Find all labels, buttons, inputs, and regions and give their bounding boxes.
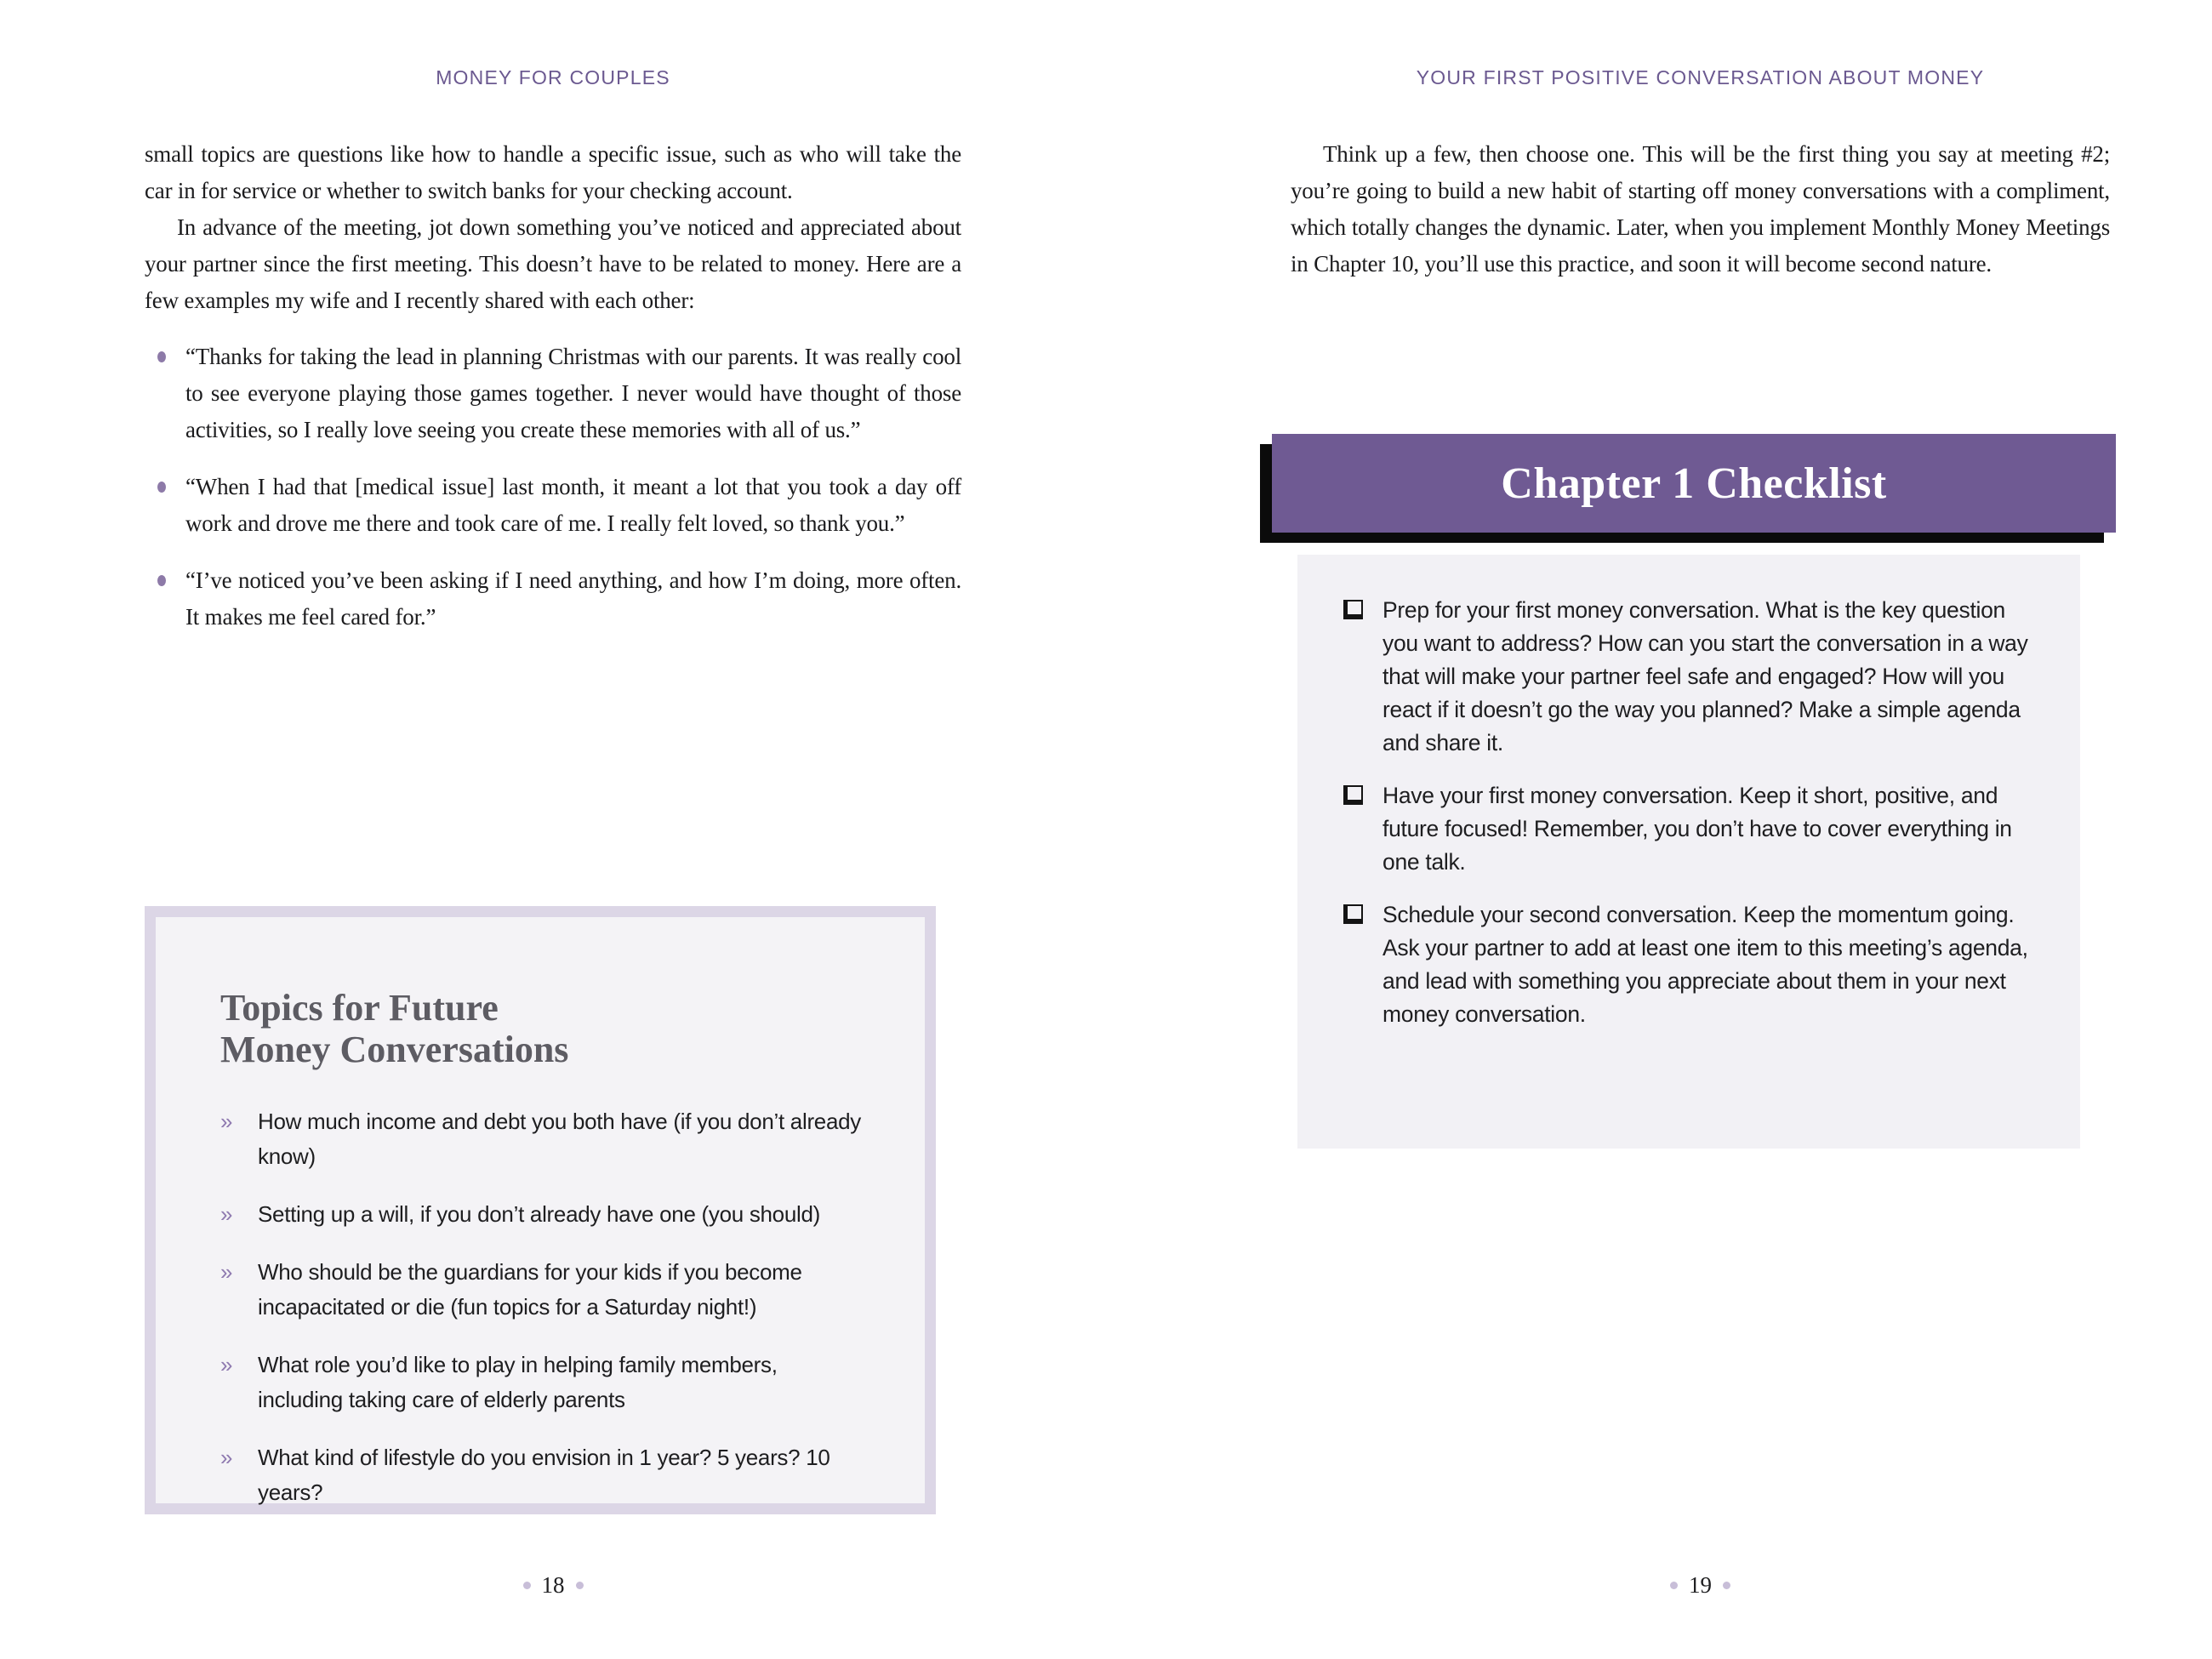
checkbox-icon	[1343, 904, 1363, 924]
page-dot-icon	[576, 1582, 584, 1589]
page-number-left	[145, 1572, 961, 1599]
paragraph: Think up a few, then choose one. This will be the first thing you say at meeting #2; you’re going to build a new habit of starting off money conversations with a compliment, which totally changes the dynamic. Later, when you implement Monthly Money Meetings in Chapter 10, you’ll use this practice, and soon it will become second nature.	[1291, 141, 2110, 276]
chevron-marker-icon: »	[220, 1445, 233, 1470]
chapter-checklist-title: Chapter 1 Checklist	[1501, 459, 1887, 508]
page-number-value: 18	[541, 1572, 565, 1598]
page-number-value: 19	[1689, 1572, 1712, 1598]
quote-text: “I’ve noticed you’ve been asking if I need anything, and how I’m doing, more often. It makes me feel cared for.”	[185, 567, 961, 630]
checklist-text: Schedule your second conversation. Keep the momentum going. Ask your partner to add at least one item to this meeting’s agenda, and lead with something you appreciate about them in your next money conversation.	[1382, 902, 2028, 1027]
chevron-marker-icon: »	[220, 1201, 233, 1227]
checklist-item	[1342, 898, 2036, 1031]
topic-item	[220, 1348, 865, 1417]
topic-text: What role you’d like to play in helping family members, including taking care of elderly parents	[258, 1352, 778, 1412]
topics-sidebar-box	[145, 906, 936, 1514]
paragraph: In advance of the meeting, jot down something you’ve noticed and appreciated about your partner since the first meeting. This doesn’t have to be related to money. Here are a few examples my wife and I recently shared with each other:	[145, 214, 961, 313]
page-number-right	[1291, 1572, 2110, 1599]
page-dot-icon	[1723, 1582, 1730, 1589]
quote-item	[185, 469, 961, 542]
checklist-text: Prep for your first money conversation. What is the key question you want to address? How can you start the conversation in a way that will make your partner feel safe and engaged? How will you react if it doesn’t go the way you planned? Make a simple agenda and share it.	[1382, 597, 2028, 755]
checkbox-icon	[1343, 600, 1363, 619]
quote-text: “Thanks for taking the lead in planning Christmas with our parents. It was really cool to see everyone playing those games together. I never would have thought of those activities, so I really love seeing you create these memories with all of us.”	[185, 344, 961, 442]
page-dot-icon	[523, 1582, 531, 1589]
topic-text: Who should be the guardians for your kids if you become incapacitated or die (fun topics for a Saturday night!)	[258, 1259, 802, 1320]
left-body-column	[145, 136, 961, 636]
topic-text: Setting up a will, if you don’t already have one (you should)	[258, 1201, 821, 1227]
running-head-left: MONEY FOR COUPLES	[436, 66, 670, 88]
quote-bullet-list	[145, 339, 961, 636]
topics-list	[220, 1104, 865, 1510]
topic-text: What kind of lifestyle do you envision in 1 year? 5 years? 10 years?	[258, 1445, 830, 1505]
quote-text: “When I had that [medical issue] last month, it meant a lot that you took a day off work and drove me there and took care of me. I really felt loved, so thank you.”	[185, 474, 961, 536]
topics-panel	[156, 917, 925, 1503]
checklist-item	[1342, 779, 2036, 879]
right-body-column	[1291, 136, 2110, 282]
topic-item	[220, 1197, 865, 1232]
paragraph: small topics are questions like how to handle a specific issue, such as who will take the car in for service or whether to switch banks for your checking account.	[145, 141, 961, 203]
running-head-right: YOUR FIRST POSITIVE CONVERSATION ABOUT MONEY	[1416, 66, 1985, 88]
checklist-item	[1342, 594, 2036, 760]
page-dot-icon	[1670, 1582, 1678, 1589]
chevron-marker-icon: »	[220, 1109, 233, 1134]
bullet-dot-icon	[157, 351, 166, 362]
topic-item	[220, 1440, 865, 1510]
topic-item	[220, 1104, 865, 1174]
topic-item	[220, 1255, 865, 1325]
bullet-dot-icon	[157, 482, 166, 493]
checklist-text: Have your first money conversation. Keep it short, positive, and future focused! Remember, you don’t have to cover everything in one talk.	[1382, 783, 2012, 875]
topic-text: How much income and debt you both have (if you don’t already know)	[258, 1109, 861, 1169]
bullet-dot-icon	[157, 575, 166, 586]
chevron-marker-icon: »	[220, 1259, 233, 1285]
chapter-checklist-banner	[1272, 434, 2116, 533]
quote-item	[185, 339, 961, 448]
checkbox-icon	[1343, 785, 1363, 805]
topics-box-title: Topics for Future Money Conversations	[220, 987, 569, 1070]
quote-item	[185, 562, 961, 636]
chevron-marker-icon: »	[220, 1352, 233, 1377]
chapter-checklist-panel	[1297, 555, 2080, 1149]
